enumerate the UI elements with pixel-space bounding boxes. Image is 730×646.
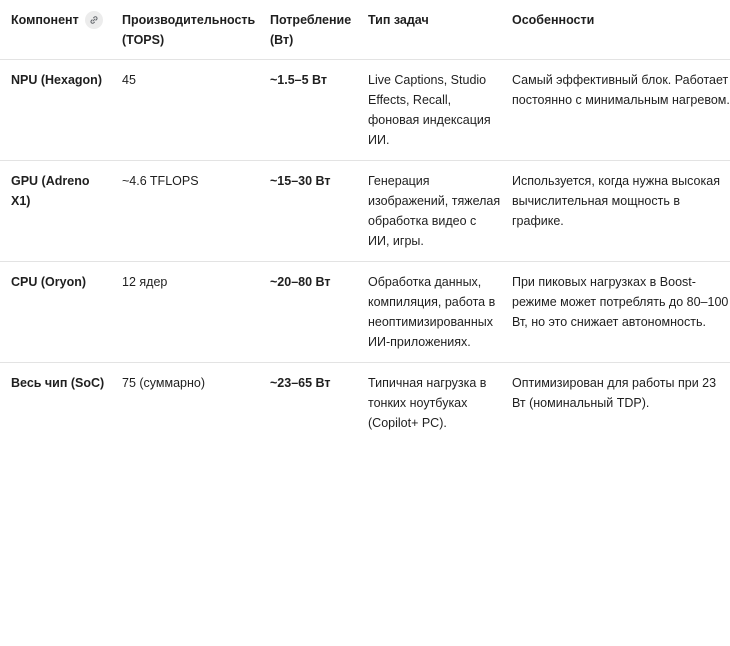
cell-tasks: Типичная нагрузка в тонких ноутбуках (Copilot+ PC).: [368, 376, 487, 430]
cell-notes: Оптимизирован для работы при 23 Вт (номинальный TDP).: [512, 376, 717, 410]
cell-tasks: Live Captions, Studio Effects, Recall, фоновая индексация ИИ.: [357, 60, 501, 161]
cell-power: ~23–65 Вт: [270, 376, 331, 390]
cell-tasks: Генерация изображений, тяжелая обработка видео с ИИ, игры.: [357, 161, 501, 262]
cell-power: ~1.5–5 Вт: [259, 60, 357, 161]
header-performance: Производительность (TOPS): [111, 0, 259, 60]
copy-link-button[interactable]: [85, 11, 103, 29]
table-header-row: [0, 0, 730, 60]
header-component-label: Компонент: [11, 13, 79, 27]
cell-power: ~20–80 Вт: [259, 262, 357, 363]
cell-tasks: Обработка данных, компиляция, работа в неоптимизированных ИИ-приложениях.: [357, 262, 501, 363]
header-tasks: Тип задач: [357, 0, 501, 60]
table-row: [0, 161, 730, 262]
cell-notes: При пиковых нагрузках в Boost-режиме может потреблять до 80–100 Вт, но это снижает автономность.: [501, 262, 730, 363]
link-icon: [89, 15, 99, 25]
cell-component: GPU (Adreno X1): [0, 161, 111, 262]
cell-power: ~15–30 Вт: [259, 161, 357, 262]
table-row: [0, 60, 730, 161]
header-power: Потребление (Вт): [259, 0, 357, 60]
cell-notes: Используется, когда нужна высокая вычислительная мощность в графике.: [501, 161, 730, 262]
cell-performance: 45: [111, 60, 259, 161]
cell-notes: Самый эффективный блок. Работает постоянно с минимальным нагревом.: [501, 60, 730, 161]
cell-component: Весь чип (SoC): [11, 376, 105, 390]
cell-performance: 75 (суммарно): [122, 376, 206, 390]
cell-performance: 12 ядер: [111, 262, 259, 363]
cell-component: CPU (Oryon): [0, 262, 111, 363]
cell-performance: ~4.6 TFLOPS: [111, 161, 259, 262]
table-row: [0, 262, 730, 363]
header-component: [0, 0, 111, 60]
cell-component: NPU (Hexagon): [0, 60, 111, 161]
header-notes: Особенности: [501, 0, 730, 60]
table-row: [0, 363, 730, 444]
